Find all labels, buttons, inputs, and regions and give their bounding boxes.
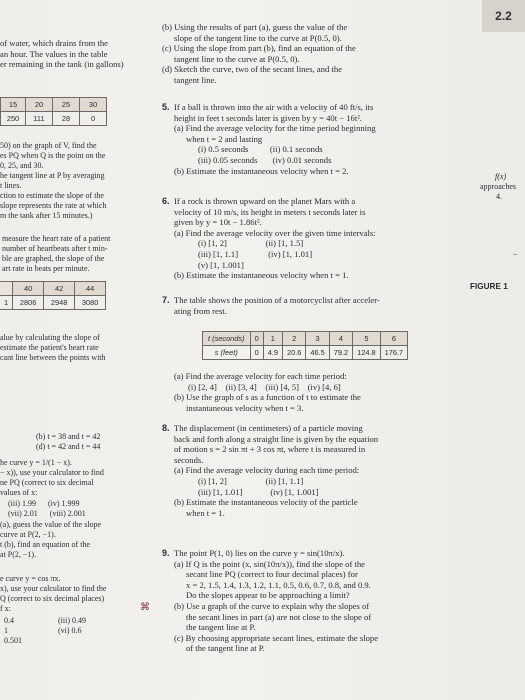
text-line: (a) Find the average velocity for the time period beginning	[174, 123, 376, 134]
text-line: (i) [1, 2] (ii) [1, 1.5]	[198, 238, 304, 249]
table-cell: 30	[80, 98, 107, 112]
text-line: slope of the tangent line to the curve at P(0.5, 0).	[174, 32, 342, 43]
left-cases	[36, 432, 100, 452]
table-cell: 46.5	[306, 346, 329, 360]
text-line: 0, 25, and 30.	[0, 161, 44, 170]
problem-7	[162, 295, 380, 316]
text-line: the secant lines in part (a) are not close to the slope of	[186, 611, 372, 622]
table-cell: 2806	[13, 296, 44, 310]
table-cell: 1	[0, 296, 13, 310]
table-cell: 0	[80, 112, 107, 126]
text-line: x), use your calculator to find the	[0, 584, 107, 593]
problem-number: 6.	[162, 196, 170, 206]
text-line: er remaining in the tank (in gallons)	[0, 59, 124, 70]
text-line: (vii) 2.01	[8, 509, 38, 518]
table-cell: 111	[26, 112, 53, 126]
text-line: The point P(1, 0) lies on the curve y = sin(10π/x).	[174, 548, 345, 558]
text-line: x = 2, 1.5, 1.4, 1.3, 1.2, 1.1, 0.5, 0.6, 0.7, 0.8, and 0.9.	[186, 579, 371, 590]
text-line: 50) on the graph of V, find the	[0, 141, 97, 150]
text-line: t lines.	[0, 181, 22, 190]
text-line: curve at P(2, −1).	[0, 530, 56, 539]
text-line: number of heartbeats after t min-	[2, 244, 108, 253]
text-line: (i) [1, 2] (ii) [1, 1.1]	[198, 475, 304, 486]
text-line: at P(2, −1).	[0, 550, 37, 559]
text-line: cant line between the points with	[0, 353, 106, 362]
text-line: (v) [1, 1.001]	[198, 259, 244, 270]
text-line: (iii) [1, 1.01] (iv) [1, 1.001]	[198, 486, 319, 497]
text-line: (i) 0.5 seconds (ii) 0.1 seconds	[198, 144, 323, 155]
left-top-text	[0, 38, 124, 70]
table-header: s (feet)	[203, 346, 251, 360]
text-line: (iv) 1.999	[48, 499, 80, 508]
text-line: (iii) 1.99	[8, 499, 36, 508]
x-values-b	[4, 616, 86, 646]
text-line: (viii) 2.001	[49, 509, 86, 518]
problem-number: 8.	[162, 423, 170, 433]
table-cell: 40	[13, 282, 44, 296]
page-number-badge: 2.2	[482, 0, 525, 32]
text-line: given by y = 10t − 1.86t².	[174, 217, 262, 228]
text-line: (b) Using the results of part (a), guess the value of the	[162, 22, 348, 32]
problem-4-parts	[162, 22, 356, 86]
text-line: height in feet t seconds later is given by y = 40t − 16t².	[174, 112, 362, 123]
text-line: estimate the patient's heart rate	[0, 343, 99, 352]
left-curve1-tail	[0, 520, 101, 560]
text-line: ating from rest.	[174, 305, 227, 316]
text-line: (d) Sketch the curve, two of the secant lines, and the	[162, 64, 342, 75]
text-line: (iii) 0.49	[58, 616, 86, 625]
table-cell: 0	[250, 346, 263, 360]
table-cell: 2	[282, 332, 305, 346]
text-line: (iii) 0.05 seconds (iv) 0.01 seconds	[198, 154, 332, 165]
text-line: (iii) [1, 1.1] (iv) [1, 1.01]	[198, 248, 313, 259]
text-line: ction to estimate the slope of the	[0, 191, 104, 200]
table-cell: 79.2	[329, 346, 352, 360]
text-line: (c) By choosing appropriate secant lines, estimate the slope	[174, 632, 379, 643]
table-cell: 44	[75, 282, 106, 296]
text-line: he tangent line at P by averaging	[0, 171, 105, 180]
table-header: t (seconds)	[203, 332, 251, 346]
text-line: he curve y = 1/(1 − x).	[0, 458, 72, 467]
text-line: velocity of 10 m/s, its height in meters t seconds later is	[174, 206, 366, 217]
problem-6	[162, 196, 376, 281]
table-cell: 0	[250, 332, 263, 346]
text-line: (d) t = 42 and t = 44	[36, 442, 101, 451]
table-cell: 3	[306, 332, 329, 346]
text-line: Do the slopes appear to be approaching a limit?	[186, 590, 350, 601]
table-cell: 2948	[44, 296, 75, 310]
problem-number: 7.	[162, 295, 170, 305]
text-line: f x:	[0, 604, 11, 613]
left-mid-text	[0, 141, 106, 221]
text-line: when t = 1.	[186, 507, 225, 518]
left-rate-text	[0, 333, 106, 363]
problem-number: 9.	[162, 548, 170, 558]
table-cell: 4.9	[263, 346, 282, 360]
text-line: of water, which drains from the	[0, 38, 108, 48]
heartbeat-table	[0, 281, 106, 310]
left-curve1-text	[0, 458, 104, 498]
left-heart-text	[2, 234, 110, 274]
text-line: If a rock is thrown upward on the planet Mars with a	[174, 196, 356, 206]
text-line: the tangent line at P.	[186, 622, 256, 633]
table-cell: 124.8	[353, 346, 381, 360]
text-line: seconds.	[174, 454, 204, 465]
text-line: when t = 2 and lasting	[186, 133, 263, 144]
table-cell: 15	[1, 98, 26, 112]
problem-5	[162, 102, 376, 176]
text-line: (a), guess the value of the slope	[0, 520, 102, 529]
text-line: tangent line to the curve at P(0.5, 0).	[174, 53, 300, 64]
text-line: 1	[4, 626, 8, 635]
table-cell: 6	[380, 332, 408, 346]
table-cell: 28	[53, 112, 80, 126]
text-line: measure the heart rate of a patient	[2, 234, 111, 243]
text-line: If a ball is thrown into the air with a velocity of 40 ft/s, its	[174, 102, 374, 112]
text-line: values of x:	[0, 488, 38, 497]
x-values-a	[8, 499, 86, 519]
text-line: (c) Using the slope from part (b), find an equation of the	[162, 43, 356, 54]
text-line: (a) If Q is the point (x, sin(10π/x)), find the slope of the	[174, 558, 365, 569]
problem-number: 5.	[162, 102, 170, 112]
text-line: − x)), use your calculator to find	[0, 468, 104, 477]
table-cell: 5	[353, 332, 381, 346]
table-cell: 20	[26, 98, 53, 112]
table-cell: 176.7	[380, 346, 408, 360]
problem-9	[162, 548, 378, 654]
text-line: ne PQ (correct to six decimal	[0, 478, 94, 487]
text-line: (vi) 0.6	[58, 626, 82, 635]
text-line: instantaneous velocity when t = 3.	[186, 402, 304, 413]
text-line: (a) Find the average velocity for each time period:	[174, 371, 347, 381]
margin-fx: f(x)	[495, 172, 507, 181]
text-line: 0.501	[4, 636, 22, 645]
pencil-mark-icon: ⌘	[140, 602, 150, 613]
text-line: an hour. The values in the table	[0, 48, 108, 59]
problem-8	[162, 423, 378, 518]
text-line: of motion s = 2 sin πt + 3 cos πt, where t is measured in	[174, 444, 366, 455]
text-line: slope represents the rate at which	[0, 201, 107, 210]
text-line: (a) Find the average velocity during each time period:	[174, 465, 360, 476]
text-line: back and forth along a straight line is given by the equation	[174, 433, 379, 444]
text-line: (b) t = 38 and t = 42	[36, 432, 101, 441]
table-cell: 250	[1, 112, 26, 126]
text-line: tangent line.	[174, 74, 217, 85]
text-line: (i) [2, 4] (ii) [3, 4] (iii) [4, 5] (iv) [4, 6]	[188, 381, 341, 392]
text-line: (b) Estimate the instantaneous velocity of the particle	[174, 497, 358, 508]
table-cell: 4	[329, 332, 352, 346]
text-line: (b) Use the graph of s as a function of t to estimate the	[174, 392, 361, 403]
text-line: The displacement (in centimeters) of a particle moving	[174, 423, 363, 433]
margin-dash: −	[513, 250, 518, 259]
text-line: alue by calculating the slope of	[0, 333, 100, 342]
text-line: ble are graphed, the slope of the	[2, 254, 105, 263]
text-line: (b) Use a graph of the curve to explain why the slopes of	[174, 600, 370, 611]
text-line: of the tangent line at P.	[186, 643, 265, 654]
text-line: (b) Estimate the instantaneous velocity when t = 1.	[174, 270, 349, 281]
text-line: es PQ when Q is the point on the	[0, 151, 106, 160]
text-line: art rate in beats per minute.	[2, 264, 90, 273]
text-line: e curve y = cos πx.	[0, 574, 61, 583]
motorcyclist-table	[202, 331, 408, 360]
figure-label: FIGURE 1	[470, 282, 508, 291]
table-cell: 3080	[75, 296, 106, 310]
text-line: Q (correct to six decimal places)	[0, 594, 105, 603]
table-cell: 1	[263, 332, 282, 346]
text-line: t (b), find an equation of the	[0, 540, 90, 549]
text-line: (b) Estimate the instantaneous velocity when t = 2.	[174, 165, 349, 176]
table-cell: 20.6	[282, 346, 305, 360]
text-line: The table shows the position of a motorcyclist after acceler-	[174, 295, 380, 305]
table-cell: 25	[53, 98, 80, 112]
text-line: m the tank after 15 minutes.)	[0, 211, 93, 220]
tank-table	[0, 97, 107, 126]
text-line: 0.4	[4, 616, 14, 625]
left-curve2-text	[0, 574, 106, 614]
table-cell: 42	[44, 282, 75, 296]
problem-7-parts	[174, 371, 361, 413]
margin-four: 4.	[496, 192, 502, 201]
text-line: secant line PQ (correct to four decimal places) for	[186, 569, 358, 580]
text-line: (a) Find the average velocity over the given time intervals:	[174, 227, 376, 238]
margin-approaches: approaches	[480, 182, 516, 191]
